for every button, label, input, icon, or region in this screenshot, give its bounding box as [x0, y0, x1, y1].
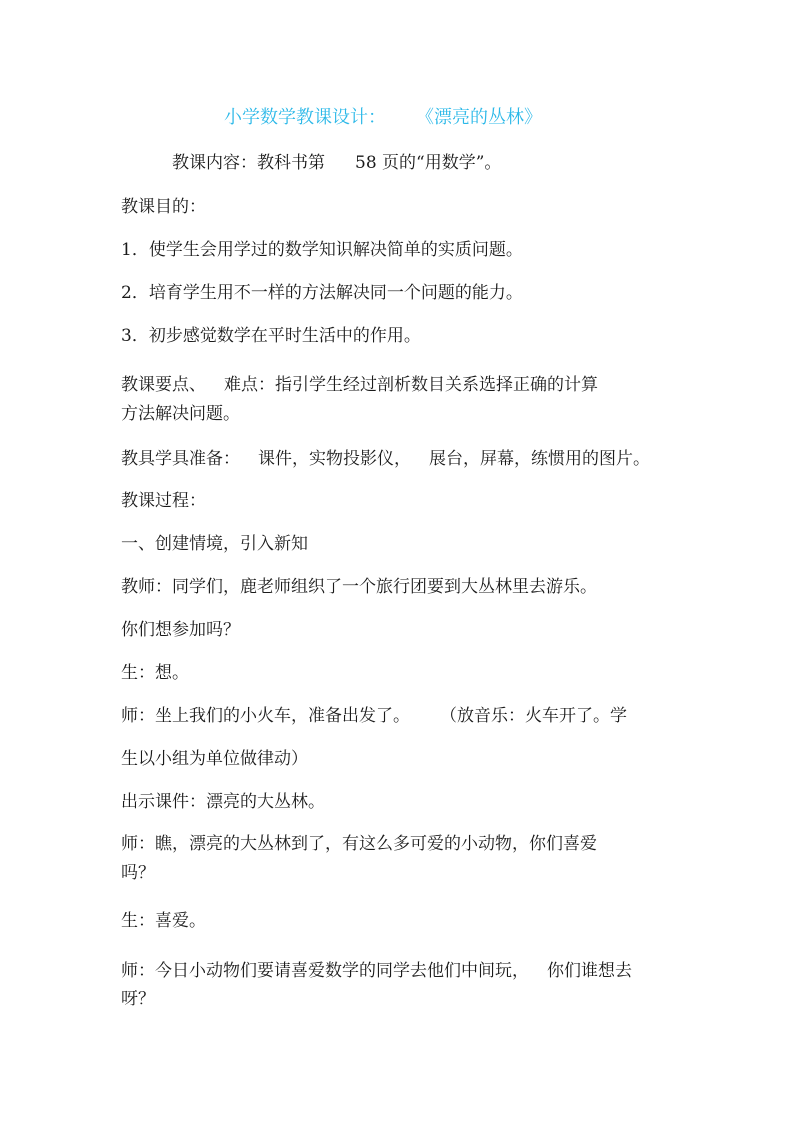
paragraph-7: 师：瞧，漂亮的大丛林到了，有这么多可爱的小动物，你们喜爱 — [121, 834, 597, 854]
teaching-tools-label: 教具学具准备： — [121, 449, 240, 469]
title-lesson-name: 《漂亮的丛林》 — [416, 107, 542, 128]
process-heading: 教课过程： — [121, 491, 206, 511]
key-points — [121, 374, 598, 396]
paragraph-10-part-1: 师：今日小动物们要请喜爱数学的同学去他们中间玩， — [121, 961, 529, 981]
teaching-content-value: 58 页的“用数学”。 — [355, 153, 502, 173]
paragraph-6: 出示课件：漂亮的大丛林。 — [121, 792, 325, 812]
paragraph-11: 呀？ — [121, 989, 155, 1009]
paragraph-9: 生：喜爱。 — [121, 911, 206, 931]
objective-1: 1．使学生会用学过的数学知识解决简单的实质问题。 — [121, 240, 523, 260]
paragraph-4 — [121, 705, 627, 727]
teaching-content-label: 教课内容：教科书第 — [172, 153, 325, 173]
section-1-heading: 一、创建情境，引入新知 — [121, 534, 308, 554]
paragraph-8: 吗？ — [121, 863, 155, 883]
teaching-tools-part-1: 课件，实物投影仪， — [258, 449, 411, 469]
teaching-tools — [121, 448, 650, 470]
teaching-tools-part-2: 展台，屏幕，练惯用的图片。 — [429, 449, 650, 469]
paragraph-10 — [121, 960, 632, 982]
title-text: 小学数学教课设计： — [224, 107, 386, 128]
objective-2: 2．培育学生用不一样的方法解决同一个问题的能力。 — [121, 283, 523, 303]
paragraph-3: 生：想。 — [121, 663, 189, 683]
paragraph-4-part-1: 师：坐上我们的小火车，准备出发了。 — [121, 706, 410, 726]
document-title — [224, 107, 542, 129]
teaching-content — [172, 152, 501, 174]
objectives-heading: 教课目的： — [121, 197, 206, 217]
key-points-continued: 方法解决问题。 — [121, 404, 240, 424]
paragraph-4-part-2: （放音乐：火车开了。学 — [440, 706, 627, 726]
objective-3: 3．初步感觉数学在平时生活中的作用。 — [121, 326, 421, 346]
key-points-text: 难点：指引学生经过剖析数目关系选择正确的计算 — [224, 375, 598, 395]
key-points-label: 教课要点、 — [121, 375, 206, 395]
paragraph-1: 教师：同学们，鹿老师组织了一个旅行团要到大丛林里去游乐。 — [121, 577, 597, 597]
paragraph-2: 你们想参加吗？ — [121, 620, 240, 640]
paragraph-10-part-2: 你们谁想去 — [547, 961, 632, 981]
paragraph-5: 生以小组为单位做律动） — [121, 749, 308, 769]
